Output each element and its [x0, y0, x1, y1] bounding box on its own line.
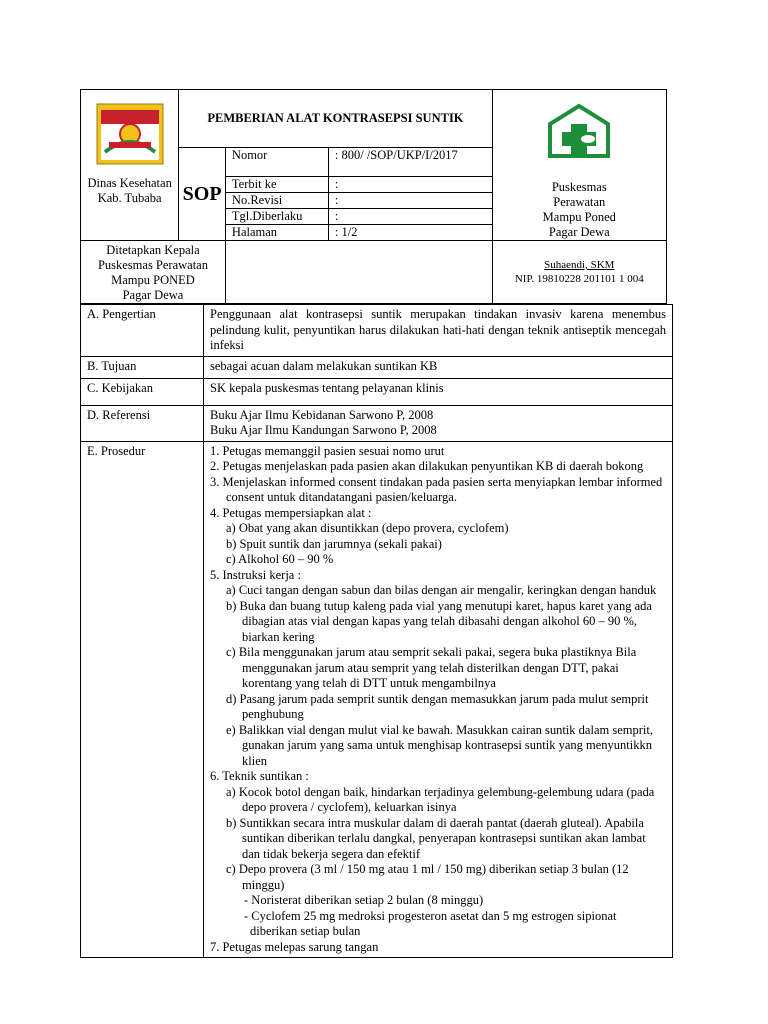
sop-content-table	[80, 304, 673, 958]
facility-line: Puskesmas	[551, 180, 607, 194]
prosedur-step: 7. Petugas melepas sarung tangan	[210, 939, 379, 954]
prosedur-step: 5. Instruksi kerja :	[210, 567, 301, 582]
prosedur-step: c) Depo provera (3 ml / 150 mg atau 1 ml / 150 mg) diberikan setiap 3 bulan (12 minggu)	[226, 862, 629, 892]
sop-header-table	[80, 89, 667, 304]
signer-name: Suhaendi, SKM	[544, 259, 615, 271]
pengertian-text: Penggunaan alat kontrasepsi suntik merupakan tindakan invasiv karena menembus pelindung kulit, penyuntikan harus dilakukan hati-hati dengan teknik antiseptik mencegah infeksi	[204, 305, 673, 357]
prosedur-step: d) Pasang jarum pada semprit suntik dengan memasukkan jarum pada mulut semprit penghubung	[226, 691, 649, 721]
section-label: B. Tujuan	[81, 356, 204, 378]
approval-line: Puskesmas Perawatan	[97, 258, 208, 272]
prosedur-step: 1. Petugas memanggil pasien sesuai nomo urut	[210, 443, 445, 458]
prosedur-step: 3. Menjelaskan informed consent tindakan pada pasien serta menyiapkan lembar informed consent untuk ditandatangani pasien/keluarga.	[210, 474, 663, 504]
tujuan-text: sebagai acuan dalam melakukan suntikan KB	[204, 356, 673, 378]
meta-label: Terbit ke	[225, 177, 328, 193]
approval-cell	[81, 241, 226, 304]
meta-value: :	[328, 193, 492, 209]
meta-label: No.Revisi	[225, 193, 328, 209]
facility-line: Mampu Poned	[542, 210, 616, 224]
meta-label: Nomor	[225, 148, 328, 177]
meta-label: Tgl.Diberlaku	[225, 209, 328, 225]
prosedur-step: a) Obat yang akan disuntikkan (depo provera, cyclofem)	[226, 521, 509, 535]
prosedur-step: - Cyclofem 25 mg medroksi progesteron asetat dan 5 mg estrogen sipionat diberikan setiap bulan	[244, 908, 617, 938]
prosedur-step: 6. Teknik suntikan :	[210, 769, 309, 783]
regency-emblem-icon	[95, 102, 165, 166]
section-label: E. Prosedur	[81, 441, 204, 958]
agency-name: Dinas Kesehatan Kab. Tubaba	[87, 176, 172, 205]
prosedur-step: e) Balikkan vial dengan mulut vial ke bawah. Masukkan cairan suntik dalam semprit, gunakan jarum yang sama untuk menghisap kontrasepsi suntik yang menyuntikkn klien	[226, 722, 653, 768]
referensi-item: Buku Ajar Ilmu Kandungan Sarwono P, 2008	[210, 423, 437, 437]
prosedur-step: 2. Petugas menjelaskan pada pasien akan dilakukan penyuntikan KB di daerah bokong	[210, 459, 644, 473]
sop-label: SOP	[179, 148, 226, 241]
prosedur-list	[204, 441, 673, 958]
prosedur-step: b) Suntikkan secara intra muskular dalam di daerah pantat (daerah gluteal). Apabila suntikan diberikan terlalu dangkal, penyerapan kontrasepsi suntikan akan lambat dan tidak bekerja segera dan efektif	[226, 815, 646, 861]
referensi-item: Buku Ajar Ilmu Kebidanan Sarwono P, 2008	[210, 407, 434, 422]
prosedur-step: - Noristerat diberikan setiap 2 bulan (8 minggu)	[244, 893, 484, 907]
puskesmas-logo-icon	[544, 102, 614, 162]
meta-label: Halaman	[225, 225, 328, 241]
referensi-cell	[204, 405, 673, 441]
prosedur-step: b) Spuit suntik dan jarumnya (sekali pakai)	[226, 536, 442, 551]
kebijakan-text: SK kepala puskesmas tentang pelayanan klinis	[204, 378, 673, 405]
prosedur-step: c) Alkohol 60 – 90 %	[226, 552, 334, 566]
prosedur-step: c) Bila menggunakan jarum atau semprit sekali pakai, segera buka plastiknya Bila menggunakan jarum atau semprit yang telah disterilkan dengan DTT, pakai korentang yang telah di DTT untuk mengambilnya	[226, 645, 637, 690]
facility-cell	[492, 90, 666, 241]
facility-line: Perawatan	[553, 195, 606, 209]
agency-cell	[81, 90, 179, 241]
prosedur-step: 4. Petugas mempersiapkan alat :	[210, 505, 372, 520]
section-label: A. Pengertian	[81, 305, 204, 357]
signature-space	[225, 241, 492, 304]
meta-value: :	[328, 177, 492, 193]
signer-cell	[492, 241, 666, 304]
section-label: C. Kebijakan	[81, 378, 204, 405]
approval-line: Pagar Dewa	[122, 288, 184, 302]
facility-line: Pagar Dewa	[548, 225, 610, 239]
prosedur-step: a) Kocok botol dengan baik, hindarkan terjadinya gelembung-gelembung udara (pada depo provera / cyclofem), keluarkan isinya	[226, 784, 655, 814]
section-label: D. Referensi	[81, 405, 204, 441]
prosedur-step: a) Cuci tangan dengan sabun dan bilas dengan air mengalir, keringkan dengan handuk	[226, 583, 657, 597]
meta-value: :	[328, 209, 492, 225]
meta-value: : 1/2	[328, 225, 492, 241]
document-title: PEMBERIAN ALAT KONTRASEPSI SUNTIK	[179, 90, 492, 148]
prosedur-step: b) Buka dan buang tutup kaleng pada vial yang menutupi karet, hapus karet yang ada dibagian atas vial dengan kapas yang telah dibasahi dengan alkohol 60 – 90 %, biarkan kering	[226, 598, 652, 644]
approval-line: Ditetapkan Kepala	[106, 243, 200, 257]
meta-value: : 800/ /SOP/UKP/I/2017	[328, 148, 492, 177]
signer-nip: NIP. 19810228 201101 1 004	[514, 273, 644, 285]
approval-line: Mampu PONED	[111, 273, 195, 287]
